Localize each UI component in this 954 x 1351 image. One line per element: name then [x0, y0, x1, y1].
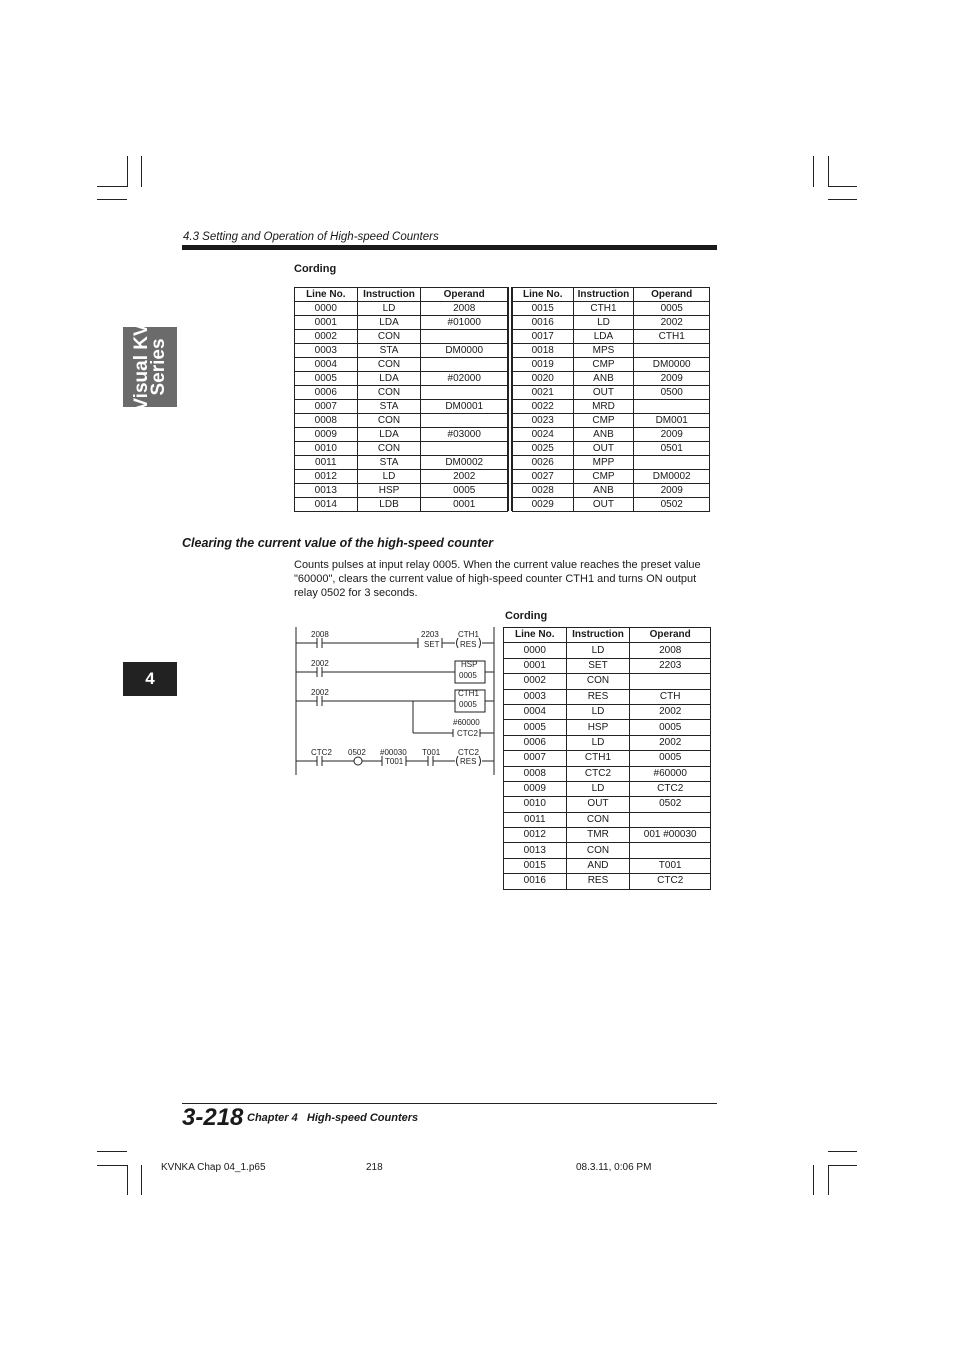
- cell-line-no: 0013: [295, 484, 358, 498]
- cell-operand: 0001: [421, 498, 508, 512]
- cell-instruction: LD: [566, 643, 630, 658]
- crop-mark: [813, 1165, 814, 1195]
- cell-operand: 2009: [634, 372, 710, 386]
- contact-label: 0502: [348, 748, 366, 757]
- cell-operand: [634, 344, 710, 358]
- cell-instruction: LD: [566, 704, 630, 719]
- cell-line-no: 0011: [295, 456, 358, 470]
- section-header: 4.3 Setting and Operation of High-speed Counters: [183, 231, 439, 243]
- cell-operand: 001 #00030: [630, 828, 711, 843]
- cell-instruction: LDA: [357, 316, 421, 330]
- cell-operand: #02000: [421, 372, 508, 386]
- table-row: [295, 330, 508, 344]
- cell-line-no: 0000: [504, 643, 567, 658]
- cell-line-no: 0016: [504, 874, 567, 889]
- cell-instruction: LDA: [357, 372, 421, 386]
- cell-line-no: 0008: [504, 766, 567, 781]
- cell-line-no: 0015: [513, 302, 574, 316]
- cell-instruction: CON: [357, 414, 421, 428]
- cell-operand: [630, 674, 711, 689]
- cell-line-no: 0028: [513, 484, 574, 498]
- cell-operand: 2009: [634, 484, 710, 498]
- table-row: [513, 456, 710, 470]
- table-row: [295, 316, 508, 330]
- table2-caption: Cording: [505, 610, 548, 622]
- cell-instruction: CON: [357, 330, 421, 344]
- cell-operand: DM0002: [421, 456, 508, 470]
- cell-operand: [421, 330, 508, 344]
- cell-operand: #03000: [421, 428, 508, 442]
- crop-mark: [97, 186, 127, 187]
- code-table-1-right: [512, 287, 710, 512]
- cell-instruction: LD: [573, 316, 634, 330]
- cell-instruction: CON: [357, 386, 421, 400]
- table-row: [504, 735, 711, 750]
- crop-mark: [828, 1151, 857, 1152]
- cell-operand: CTC2: [630, 874, 711, 889]
- cell-operand: DM001: [634, 414, 710, 428]
- contact-label: 2008: [311, 630, 329, 639]
- cell-line-no: 0022: [513, 400, 574, 414]
- cell-line-no: 0000: [295, 302, 358, 316]
- table-row: [513, 344, 710, 358]
- section-paragraph: Counts pulses at input relay 0005. When the current value reaches the preset value "60000", clears the current value of high-speed counter CTH1 and turns ON output relay 0502 for 3 seconds.: [294, 559, 701, 599]
- table-row: [295, 400, 508, 414]
- table-row: [513, 330, 710, 344]
- cell-operand: DM0001: [421, 400, 508, 414]
- cell-line-no: 0003: [504, 689, 567, 704]
- table-row: [504, 812, 711, 827]
- table-row: [513, 470, 710, 484]
- contact-label: CTC2: [311, 748, 332, 757]
- table-row: [504, 843, 711, 858]
- cell-operand: [634, 456, 710, 470]
- instruction-label: RES: [460, 757, 477, 766]
- cell-instruction: LD: [357, 302, 421, 316]
- cell-line-no: 0015: [504, 858, 567, 873]
- cell-line-no: 0014: [295, 498, 358, 512]
- table-row: [295, 302, 508, 316]
- table-row: [504, 720, 711, 735]
- table-row: [504, 658, 711, 673]
- crop-mark: [127, 1165, 128, 1195]
- cell-operand: 0501: [634, 442, 710, 456]
- cell-instruction: CMP: [573, 414, 634, 428]
- col-header-line-no: Line No.: [513, 288, 574, 302]
- cell-operand: 2002: [630, 704, 711, 719]
- cell-line-no: 0001: [295, 316, 358, 330]
- cell-instruction: MPP: [573, 456, 634, 470]
- table-row: [513, 372, 710, 386]
- cell-line-no: 0002: [295, 330, 358, 344]
- series-tab-line1: Visual KV: [131, 323, 152, 411]
- table-row: [504, 874, 711, 889]
- cell-operand: 0502: [630, 797, 711, 812]
- series-side-tab: [123, 323, 177, 411]
- cell-instruction: LDB: [357, 498, 421, 512]
- cell-instruction: AND: [566, 858, 630, 873]
- cell-line-no: 0020: [513, 372, 574, 386]
- cell-line-no: 0017: [513, 330, 574, 344]
- cell-instruction: STA: [357, 456, 421, 470]
- col-header-operand: Operand: [634, 288, 710, 302]
- cell-instruction: OUT: [573, 498, 634, 512]
- cell-operand: DM0002: [634, 470, 710, 484]
- cell-instruction: RES: [566, 689, 630, 704]
- table-row: [295, 484, 508, 498]
- cell-instruction: CON: [357, 358, 421, 372]
- cell-line-no: 0008: [295, 414, 358, 428]
- table-row: [295, 414, 508, 428]
- cell-instruction: LD: [566, 735, 630, 750]
- cell-line-no: 0006: [504, 735, 567, 750]
- table-row: [504, 858, 711, 873]
- cell-operand: 2008: [421, 302, 508, 316]
- table-row: [513, 386, 710, 400]
- table-row: [504, 781, 711, 796]
- cell-line-no: 0013: [504, 843, 567, 858]
- coil-label: CTH1: [458, 630, 479, 639]
- col-header-instruction: Instruction: [573, 288, 634, 302]
- coil-label: CTC2: [458, 748, 479, 757]
- cell-line-no: 0021: [513, 386, 574, 400]
- cell-line-no: 0024: [513, 428, 574, 442]
- instruction-label: CTC2: [457, 729, 478, 738]
- cell-line-no: 0012: [295, 470, 358, 484]
- preset-label: #60000: [453, 718, 480, 727]
- table-row: [295, 456, 508, 470]
- cell-operand: 0005: [634, 302, 710, 316]
- cell-operand: 2002: [630, 735, 711, 750]
- cell-operand: T001: [630, 858, 711, 873]
- cell-instruction: CMP: [573, 470, 634, 484]
- cell-line-no: 0016: [513, 316, 574, 330]
- cell-operand: 2203: [630, 658, 711, 673]
- cell-operand: CTH1: [634, 330, 710, 344]
- cell-instruction: ANB: [573, 428, 634, 442]
- cell-operand: [630, 843, 711, 858]
- cell-operand: 2009: [634, 428, 710, 442]
- cell-line-no: 0007: [295, 400, 358, 414]
- cell-instruction: MPS: [573, 344, 634, 358]
- cell-operand: 0500: [634, 386, 710, 400]
- cell-instruction: LD: [357, 470, 421, 484]
- table1-caption: Cording: [294, 263, 337, 275]
- cell-instruction: SET: [566, 658, 630, 673]
- cell-instruction: ANB: [573, 484, 634, 498]
- table-row: [513, 358, 710, 372]
- cell-instruction: LD: [566, 781, 630, 796]
- cell-line-no: 0010: [295, 442, 358, 456]
- crop-mark: [97, 199, 127, 200]
- cell-operand: 0005: [421, 484, 508, 498]
- table-row: [504, 751, 711, 766]
- cell-operand: CTH: [630, 689, 711, 704]
- cell-instruction: CON: [566, 843, 630, 858]
- chapter-tab: 4: [123, 662, 177, 696]
- operand-label: 0005: [459, 671, 477, 680]
- cell-instruction: CTH1: [566, 751, 630, 766]
- table-row: [295, 344, 508, 358]
- table-row: [513, 302, 710, 316]
- table-row: [513, 414, 710, 428]
- cell-instruction: CMP: [573, 358, 634, 372]
- cell-operand: DM0000: [421, 344, 508, 358]
- crop-mark: [97, 1151, 127, 1152]
- table-row: [513, 428, 710, 442]
- table-row: [504, 689, 711, 704]
- crop-mark: [141, 1165, 142, 1195]
- cell-operand: [630, 812, 711, 827]
- table-row: [504, 828, 711, 843]
- cell-line-no: 0023: [513, 414, 574, 428]
- cell-instruction: LDA: [573, 330, 634, 344]
- cell-operand: #01000: [421, 316, 508, 330]
- slug-date: 08.3.11, 0:06 PM: [576, 1162, 652, 1173]
- cell-operand: 0005: [630, 720, 711, 735]
- contact-label: T001: [422, 748, 441, 757]
- crop-mark: [97, 1165, 127, 1166]
- contact-label: 2002: [311, 688, 329, 697]
- crop-mark: [127, 156, 128, 187]
- cell-line-no: 0004: [295, 358, 358, 372]
- col-header-operand: Operand: [630, 628, 711, 643]
- table-row: [504, 766, 711, 781]
- cell-instruction: CON: [357, 442, 421, 456]
- table-row: [513, 442, 710, 456]
- cell-operand: 2002: [634, 316, 710, 330]
- crop-mark: [828, 1165, 829, 1195]
- instruction-label: T001: [385, 757, 404, 766]
- table-row: [513, 316, 710, 330]
- cell-operand: [421, 386, 508, 400]
- cell-line-no: 0011: [504, 812, 567, 827]
- slug-file: KVNKA Chap 04_1.p65: [161, 1162, 266, 1173]
- section-title: Clearing the current value of the high-speed counter: [182, 536, 494, 550]
- cell-line-no: 0026: [513, 456, 574, 470]
- cell-line-no: 0003: [295, 344, 358, 358]
- cell-line-no: 0006: [295, 386, 358, 400]
- cell-line-no: 0027: [513, 470, 574, 484]
- page-number: 3-218: [182, 1104, 244, 1131]
- cell-line-no: 0019: [513, 358, 574, 372]
- contact-label: 2203: [421, 630, 439, 639]
- cell-line-no: 0005: [295, 372, 358, 386]
- cell-operand: [421, 414, 508, 428]
- table-row: [504, 674, 711, 689]
- cell-instruction: CON: [566, 812, 630, 827]
- code-table-1-left: [294, 287, 508, 512]
- table-row: [513, 498, 710, 512]
- crop-mark: [828, 156, 829, 187]
- chapter-label: Chapter 4 High-speed Counters: [247, 1112, 419, 1124]
- cell-line-no: 0018: [513, 344, 574, 358]
- table-row: [504, 797, 711, 812]
- crop-mark: [828, 186, 857, 187]
- crop-mark: [828, 199, 857, 200]
- cell-line-no: 0002: [504, 674, 567, 689]
- cell-instruction: TMR: [566, 828, 630, 843]
- cell-operand: 0502: [634, 498, 710, 512]
- table-row: [504, 643, 711, 658]
- col-header-operand: Operand: [421, 288, 508, 302]
- cell-operand: #60000: [630, 766, 711, 781]
- slug-page: 218: [366, 1162, 383, 1173]
- ladder-diagram: [293, 625, 498, 780]
- instruction-label: CTH1: [458, 689, 479, 698]
- cell-instruction: ANB: [573, 372, 634, 386]
- cell-operand: [421, 442, 508, 456]
- cell-instruction: STA: [357, 400, 421, 414]
- instruction-label: SET: [424, 640, 440, 649]
- cell-instruction: OUT: [566, 797, 630, 812]
- header-rule: [182, 245, 717, 250]
- cell-line-no: 0025: [513, 442, 574, 456]
- cell-operand: DM0000: [634, 358, 710, 372]
- table-row: [295, 498, 508, 512]
- col-header-line-no: Line No.: [295, 288, 358, 302]
- cell-instruction: HSP: [357, 484, 421, 498]
- cell-line-no: 0029: [513, 498, 574, 512]
- cell-instruction: OUT: [573, 442, 634, 456]
- col-header-instruction: Instruction: [357, 288, 421, 302]
- cell-line-no: 0012: [504, 828, 567, 843]
- table-row: [295, 470, 508, 484]
- cell-instruction: CON: [566, 674, 630, 689]
- cell-line-no: 0009: [504, 781, 567, 796]
- cell-line-no: 0004: [504, 704, 567, 719]
- cell-operand: 0005: [630, 751, 711, 766]
- cell-instruction: OUT: [573, 386, 634, 400]
- crop-mark: [813, 156, 814, 187]
- cell-instruction: STA: [357, 344, 421, 358]
- cell-instruction: CTC2: [566, 766, 630, 781]
- operand-label: 0005: [459, 700, 477, 709]
- cell-instruction: LDA: [357, 428, 421, 442]
- footer-rule: [182, 1103, 717, 1104]
- table-row: [513, 484, 710, 498]
- preset-label: #00030: [380, 748, 407, 757]
- instruction-label: HSP: [461, 660, 478, 669]
- cell-instruction: RES: [566, 874, 630, 889]
- cell-operand: 2008: [630, 643, 711, 658]
- crop-mark: [141, 156, 142, 187]
- table-row: [513, 400, 710, 414]
- crop-mark: [828, 1165, 857, 1166]
- series-tab-line2: Series: [148, 338, 169, 396]
- cell-line-no: 0005: [504, 720, 567, 735]
- contact-label: 2002: [311, 659, 329, 668]
- table-row: [295, 358, 508, 372]
- table-row: [295, 428, 508, 442]
- cell-operand: [634, 400, 710, 414]
- cell-instruction: MRD: [573, 400, 634, 414]
- cell-line-no: 0009: [295, 428, 358, 442]
- cell-line-no: 0010: [504, 797, 567, 812]
- cell-operand: CTC2: [630, 781, 711, 796]
- cell-line-no: 0001: [504, 658, 567, 673]
- cell-operand: [421, 358, 508, 372]
- table-row: [295, 372, 508, 386]
- table-row: [295, 442, 508, 456]
- table-row: [504, 704, 711, 719]
- cell-instruction: HSP: [566, 720, 630, 735]
- code-table-2: [503, 627, 711, 890]
- cell-operand: 2002: [421, 470, 508, 484]
- instruction-label: RES: [460, 640, 477, 649]
- table-row: [295, 386, 508, 400]
- col-header-instruction: Instruction: [566, 628, 630, 643]
- col-header-line-no: Line No.: [504, 628, 567, 643]
- cell-line-no: 0007: [504, 751, 567, 766]
- cell-instruction: CTH1: [573, 302, 634, 316]
